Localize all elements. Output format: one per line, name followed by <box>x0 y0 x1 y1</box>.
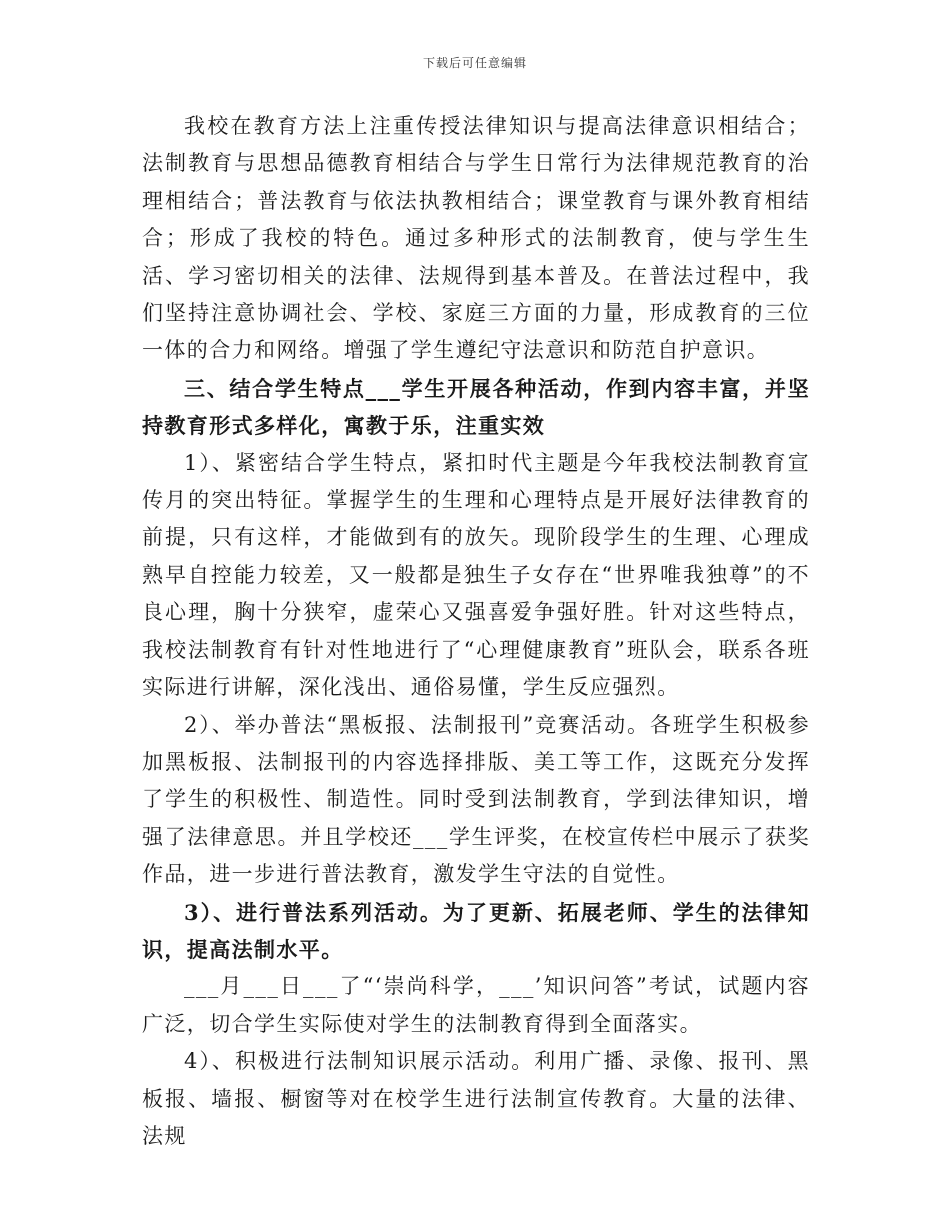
paragraph-item-1: 1）、紧密结合学生特点，紧扣时代主题是今年我校法制教育宣传月的突出特征。掌握学生的生理和心理特点是开展好法律教育的前提，只有这样，才能做到有的放矢。现阶段学生的生理、心理成熟早自控能力较差，又一般都是独生子女存在“世界唯我独尊”的不良心理，胸十分狭窄，虚荣心又强喜爱争强好胜。针对这些特点，我校法制教育有针对性地进行了“心理健康教育”班队会，联系各班实际进行讲解，深化浅出、通俗易懂，学生反应强烈。 <box>142 450 810 700</box>
page-header: 下载后可任意编辑 <box>422 56 527 70</box>
paragraph-teaching-methods: 我校在教育方法上注重传授法律知识与提高法律意识相结合；法制教育与思想品德教育相结合与学生日常行为法律规范教育的治理相结合；普法教育与依法执教相结合；课堂教育与课外教育相结合；形成了我校的特色。通过多种形式的法制教育，使与学生生活、学习密切相关的法律、法规得到基本普及。在普法过程中，我们坚持注意协调社会、学校、家庭三方面的力量，形成教育的三位一体的合力和网络。增强了学生遵纪守法意识和防范自护意识。 <box>142 114 810 363</box>
document-body <box>142 108 810 1155</box>
paragraph-item-4: 4）、积极进行法制知识展示活动。利用广播、录像、报刊、黑板报、墙报、橱窗等对在校学生进行法制宣传教育。大量的法律、法规 <box>142 1049 810 1148</box>
paragraph-item-2: 2）、举办普法“黑板报、法制报刊”竞赛活动。各班学生积极参加黑板报、法制报刊的内容选择排版、美工等工作，这既充分发挥了学生的积极性、制造性。同时受到法制教育，学到法律知识，增强了法律意思。并且学校还___学生评奖，在校宣传栏中展示了获奖作品，进一步进行普法教育，激发学生守法的自觉性。 <box>142 712 810 887</box>
paragraph-item-3-heading: 3）、进行普法系列活动。为了更新、拓展老师、学生的法律知识，提高法制水平。 <box>142 899 810 962</box>
section-heading-3: 三、结合学生特点___学生开展各种活动，作到内容丰富，并坚持教育形式多样化，寓教于乐，注重实效 <box>142 375 810 439</box>
paragraph-quiz: ___月___日___了“‘崇尚科学，___’知识问答”考试，试题内容广泛，切合学生实际使对学生的法制教育得到全面落实。 <box>142 974 810 1036</box>
